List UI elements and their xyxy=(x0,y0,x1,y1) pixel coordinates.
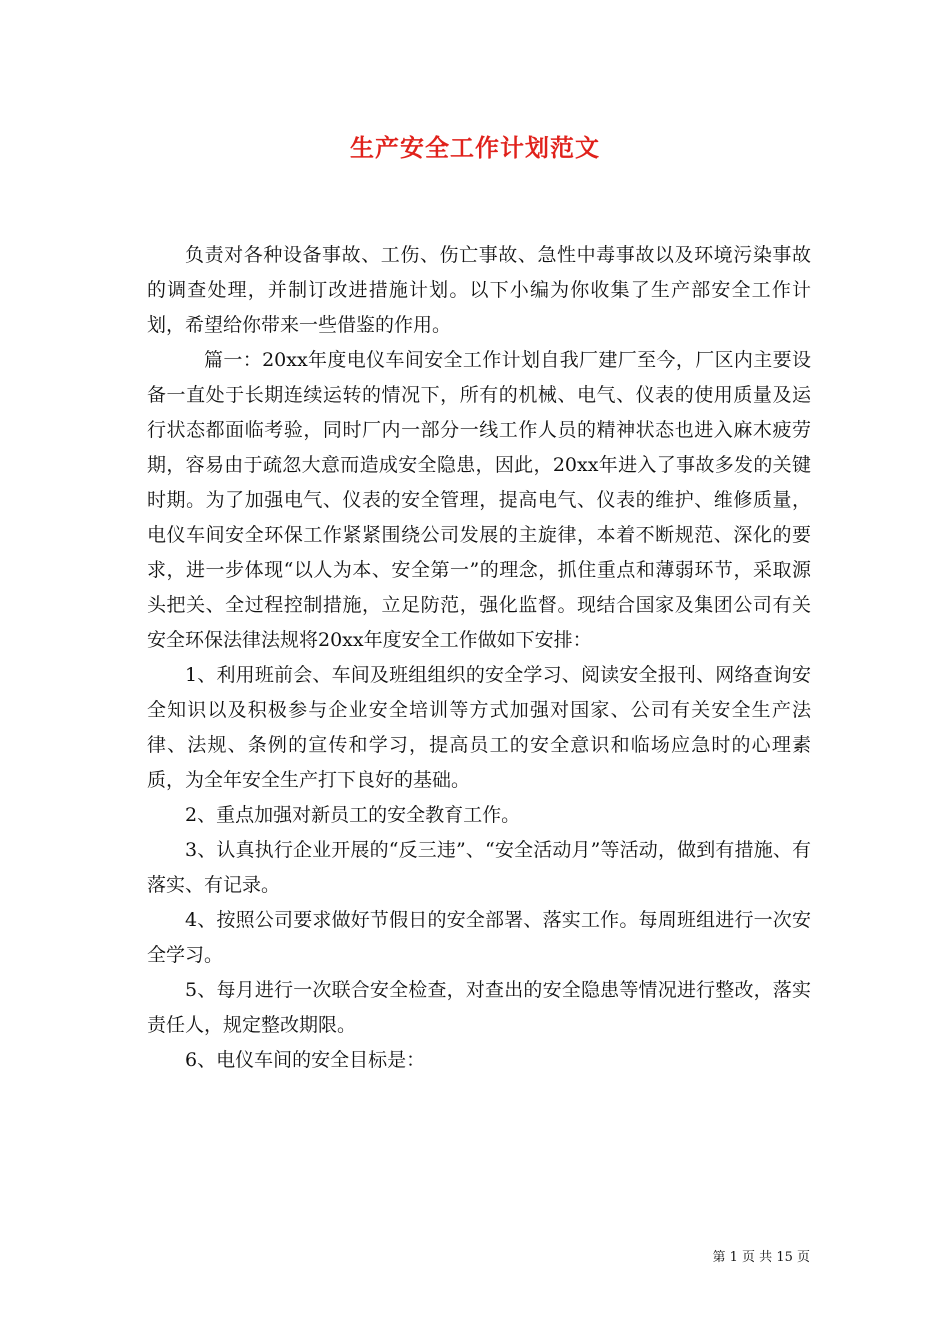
document-body xyxy=(147,238,811,1078)
paragraph-intro: 负责对各种设备事故、工伤、伤亡事故、急性中毒事故以及环境污染事故的调查处理，并制订改进措施计划。以下小编为你收集了生产部安全工作计划，希望给你带来一些借鉴的作用。 xyxy=(147,244,811,336)
page-number-footer: 第 1 页 共 15 页 xyxy=(712,1250,810,1265)
paragraph-item-1: 1、利用班前会、车间及班组组织的安全学习、阅读安全报刊、网络查询安全知识以及积极参与企业安全培训等方式加强对国家、公司有关安全生产法律、法规、条例的宣传和学习，提高员工的安全意识和临场应急时的心理素质，为全年安全生产打下良好的基础。 xyxy=(147,664,811,791)
paragraph-item-6: 6、电仪车间的安全目标是： xyxy=(185,1049,426,1071)
paragraph-item-2: 2、重点加强对新员工的安全教育工作。 xyxy=(185,804,521,826)
paragraph-item-3: 3、认真执行企业开展的“反三违”、“安全活动月”等活动，做到有措施、有落实、有记录。 xyxy=(147,839,811,896)
document-title: 生产安全工作计划范文 xyxy=(350,133,600,162)
paragraph-item-4: 4、按照公司要求做好节假日的安全部署、落实工作。每周班组进行一次安全学习。 xyxy=(147,909,811,966)
paragraph-part-one: 篇一：20xx年度电仪车间安全工作计划自我厂建厂至今，厂区内主要设备一直处于长期连续运转的情况下，所有的机械、电气、仪表的使用质量及运行状态都面临考验，同时厂内一部分一线工作人员的精神状态也进入麻木疲劳期，容易由于疏忽大意而造成安全隐患，因此，20xx年进入了事故多发的关键时期。为了加强电气、仪表的安全管理，提高电气、仪表的维护、维修质量，电仪车间安全环保工作紧紧围绕公司发展的主旋律，本着不断规范、深化的要求，进一步体现“以人为本、安全第一”的理念，抓住重点和薄弱环节，采取源头把关、全过程控制措施，立足防范，强化监督。现结合国家及集团公司有关安全环保法律法规将20xx年度安全工作做如下安排： xyxy=(147,349,811,651)
paragraph-item-5: 5、每月进行一次联合安全检查，对查出的安全隐患等情况进行整改，落实责任人，规定整改期限。 xyxy=(147,979,811,1036)
